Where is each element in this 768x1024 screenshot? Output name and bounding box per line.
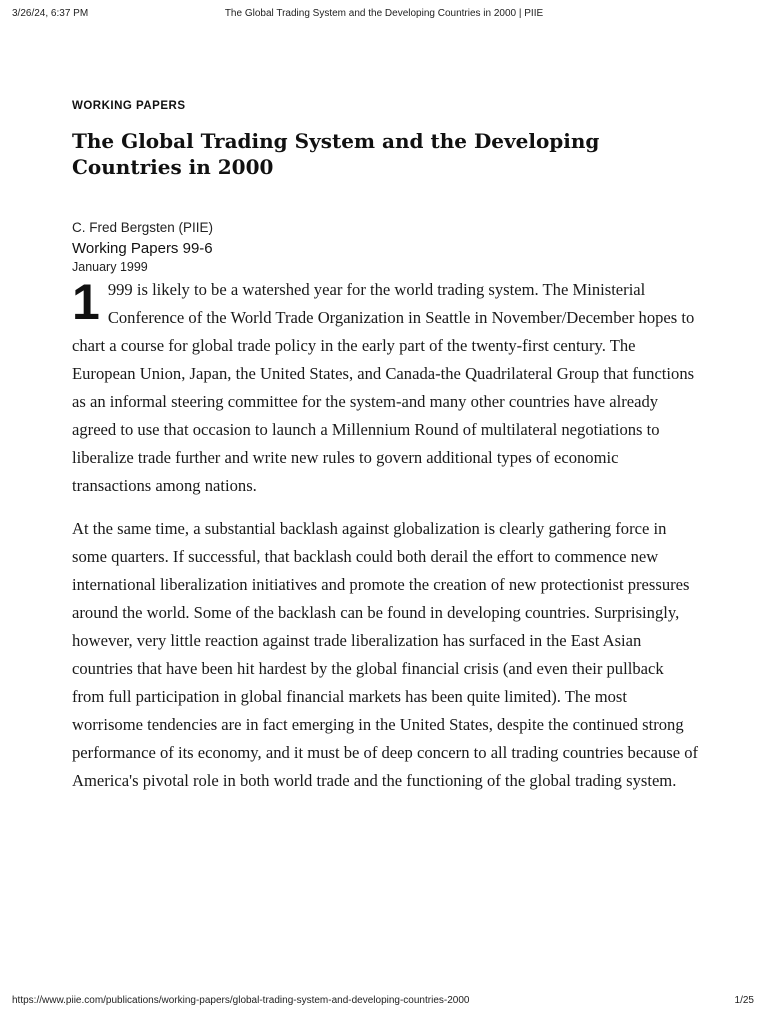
article <box>72 100 700 795</box>
print-page-number: 1/25 <box>734 995 754 1006</box>
section-kicker: WORKING PAPERS <box>72 100 186 112</box>
paragraph-1 <box>72 276 700 500</box>
print-datetime: 3/26/24, 6:37 PM <box>12 8 89 19</box>
print-url: https://www.piie.com/publications/working-papers/global-trading-system-and-developing-countries-2000 <box>12 995 470 1006</box>
article-title: The Global Trading System and the Developing Countries in 2000 <box>72 129 600 179</box>
paragraph-2: At the same time, a substantial backlash against globalization is clearly gathering force in some quarters. If successful, that backlash could both derail the effort to commence new international liberalization initiatives and promote the creation of new protectionist pressures around the world. Some of the backlash can be found in developing countries. Surprisingly, however, very little reaction against trade liberalization has surfaced in the East Asian countries that have been hit hardest by the global financial crisis (and even their pullback from full participation in global financial markets has been quite limited). The most worrisome tendencies are in fact emerging in the United States, despite the continued strong performance of its economy, and it must be of deep concern to all trading countries because of America's pivotal role in both world trade and the functioning of the global trading system. <box>72 519 699 790</box>
drop-cap: 1 <box>72 274 100 330</box>
print-footer <box>0 995 768 1009</box>
paragraph-1-text: 999 is likely to be a watershed year for the world trading system. The Ministerial Conference of the World Trade Organization in Seattle in November/December hopes to chart a course for global trade policy in the early part of the twenty-first century. The European Union, Japan, the United States, and Canada-the Quadrilateral Group that functions as an informal steering committee for the system-and many other countries have already agreed to use that occasion to launch a Millennium Round of multilateral negotiations to liberalize trade further and write new rules to govern additional types of economic transactions among nations. <box>72 280 695 495</box>
print-header <box>0 8 768 22</box>
series-line: Working Papers 99-6 <box>72 240 213 257</box>
author-line: C. Fred Bergsten (PIIE) <box>72 220 214 235</box>
print-page-title: The Global Trading System and the Developing Countries in 2000 | PIIE <box>224 8 544 19</box>
publication-date: January 1999 <box>72 260 148 274</box>
